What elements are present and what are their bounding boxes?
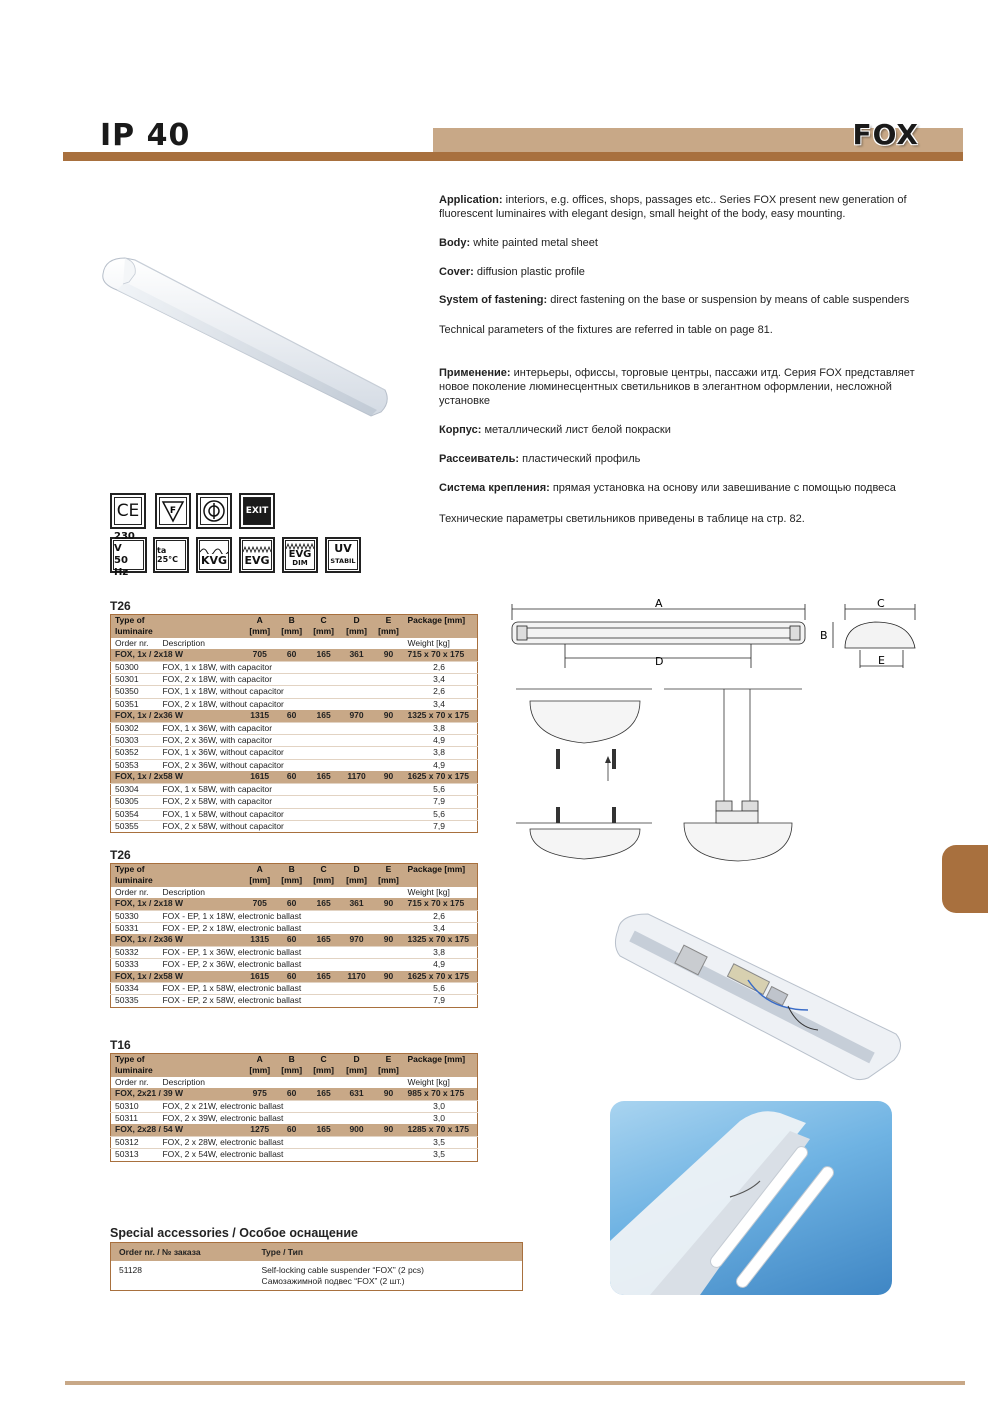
table-row [111,674,478,686]
item-weight: 3,4 [403,923,477,935]
item-weight: 3,8 [403,747,477,759]
dim-c: 165 [308,898,340,910]
dim-e: 90 [374,649,404,661]
svg-text:E: E [878,654,885,667]
package-size: 985 x 70 x 175 [403,1088,477,1100]
product-table [110,863,478,1008]
table-t16 [110,1038,478,1162]
uv-stabil-icon: UV STABIL [325,537,361,573]
item-weight: 2,6 [403,686,477,698]
col-a: A [244,864,276,876]
unit-mm: [mm] [340,875,374,886]
col-description: Description [158,887,403,898]
group-name: FOX, 1x / 2x18 W [111,649,244,661]
desc-application: Application: interiors, e.g. offices, shops, passages etc.. Series FOX present new generation of fluorescent luminaires with elegant design, small height of the body, easy mounting. [439,194,907,220]
unit-mm: [mm] [340,1065,374,1076]
col-b: B [276,864,308,876]
evg-icon: EVG [239,537,275,573]
package-size: 1285 x 70 x 175 [403,1124,477,1136]
order-nr: 50301 [111,674,159,686]
dim-d: 361 [340,649,374,661]
item-weight: 2,6 [403,910,477,922]
desc-cover: Cover: diffusion plastic profile [439,266,585,278]
accessories-title: Special accessories / Особое оснащение [110,1226,358,1240]
item-description: FOX, 2 x 58W, with capacitor [158,796,403,808]
dim-b: 60 [276,1088,308,1100]
col-type-2: luminaire [111,626,159,637]
order-nr: 50333 [111,959,159,971]
table-header-row [111,864,478,876]
table-group-row [111,934,478,946]
table-row [111,661,478,673]
desc-tech-note: Technical parameters of the fixtures are referred in table on page 81. [439,324,773,336]
item-description: FOX, 1 x 18W, with capacitor [158,661,403,673]
desc-body: Body: white painted metal sheet [439,237,598,249]
desc-ru-fastening: Система крепления: прямая установка на основу или завешивание с помощью подвеса [439,482,896,494]
order-nr: 50303 [111,735,159,747]
col-type: Type of [111,1054,159,1066]
accessories-table [110,1242,523,1291]
table-row [111,747,478,759]
order-nr: 50313 [111,1149,159,1161]
item-weight: 3,5 [403,1136,477,1148]
side-tab [942,845,988,913]
table-group-row [111,971,478,983]
table-subheader-row [111,1077,478,1088]
desc-ru-application: Применение: интерьеры, офиссы, торговые центры, пассажи итд. Серия FOX представляет новое поколение люминесцентных светильников в элегантном оформлении, несложной установке [439,367,915,407]
item-description: FOX, 1 x 58W, without capacitor [158,808,403,820]
unit-mm: [mm] [308,626,340,637]
col-d: D [340,1054,374,1066]
col-type: Type of [111,615,159,627]
dim-b: 60 [276,649,308,661]
accessory-type: Self-locking cable suspender “FOX” (2 pcs) Самозажимной подвес “FOX” (2 шт.) [261,1264,425,1286]
table-header-row [111,615,478,627]
table-row [111,759,478,771]
table-title: T26 [110,599,131,613]
order-nr: 50300 [111,661,159,673]
table-row [111,923,478,935]
package-size: 1625 x 70 x 175 [403,971,477,983]
item-description: FOX - EP, 1 x 18W, electronic ballast [158,910,403,922]
col-package: Package [mm] [403,1054,477,1066]
accessories-row [111,1261,523,1291]
col-weight: Weight [kg] [403,887,477,898]
unit-mm: [mm] [374,875,404,886]
order-nr: 50305 [111,796,159,808]
col-a: A [244,615,276,627]
item-weight: 3,8 [403,946,477,958]
exit-icon: EXIT [239,493,275,529]
col-package: Package [mm] [403,615,477,627]
col-e: E [374,615,404,627]
item-weight: 2,6 [403,661,477,673]
dim-a: 1275 [244,1124,276,1136]
kvg-icon: KVG [196,537,232,573]
table-row [111,735,478,747]
table-row [111,698,478,710]
col-e: E [374,864,404,876]
page-title: IP 40 [100,118,191,153]
order-nr: 50310 [111,1100,159,1112]
col-b: B [276,615,308,627]
table-row [111,910,478,922]
item-description: FOX, 2 x 36W, with capacitor [158,735,403,747]
item-description: FOX, 1 x 36W, without capacitor [158,747,403,759]
col-type: Type / Тип [254,1243,523,1261]
footer-band [65,1381,965,1385]
col-d: D [340,864,374,876]
voltage-icon: 230 V 50 Hz [110,537,147,573]
order-nr: 50312 [111,1136,159,1148]
item-weight: 3,4 [403,674,477,686]
dim-d: 970 [340,934,374,946]
item-weight: 3,5 [403,1149,477,1161]
dim-b: 60 [276,898,308,910]
table-title: T16 [110,1038,131,1052]
installed-luminaire-photo [610,1101,892,1295]
item-description: FOX - EP, 2 x 58W, electronic ballast [158,995,403,1007]
svg-text:D: D [655,655,664,668]
table-row [111,686,478,698]
col-c: C [308,864,340,876]
svg-text:B: B [820,629,828,642]
package-size: 1325 x 70 x 175 [403,710,477,722]
luminaire-image [95,252,395,422]
col-package: Package [mm] [403,864,477,876]
package-size: 715 x 70 x 175 [403,898,477,910]
dim-c: 165 [308,1124,340,1136]
item-weight: 5,6 [403,783,477,795]
dim-b: 60 [276,710,308,722]
dim-d: 900 [340,1124,374,1136]
unit-mm: [mm] [244,875,276,886]
temperature-icon: ta 25°C [153,537,189,573]
table-header-row [111,1054,478,1066]
col-order: Order nr. / № заказа [111,1243,254,1261]
dim-c: 165 [308,710,340,722]
table-row [111,1136,478,1148]
item-description: FOX, 2 x 21W, electronic ballast [158,1100,403,1112]
item-description: FOX - EP, 2 x 18W, electronic ballast [158,923,403,935]
dim-d: 1170 [340,771,374,783]
col-order: Order nr. [111,638,159,649]
item-weight: 3,0 [403,1100,477,1112]
dim-a: 1615 [244,971,276,983]
col-description: Description [158,1077,403,1088]
table-row [111,959,478,971]
dim-a: 975 [244,1088,276,1100]
table-subheader-row [111,887,478,898]
product-table [110,614,478,833]
desc-ru-cover: Рассеиватель: пластический профиль [439,453,641,465]
group-name: FOX, 1x / 2x58 W [111,971,244,983]
table-row [111,722,478,734]
dim-c: 165 [308,971,340,983]
table-title: T26 [110,848,131,862]
unit-mm: [mm] [276,875,308,886]
unit-mm: [mm] [276,1065,308,1076]
dim-e: 90 [374,934,404,946]
group-name: FOX, 1x / 2x18 W [111,898,244,910]
group-name: FOX, 1x / 2x36 W [111,710,244,722]
dim-a: 1315 [244,934,276,946]
dim-b: 60 [276,1124,308,1136]
item-description: FOX, 2 x 18W, without capacitor [158,698,403,710]
table-row [111,808,478,820]
order-nr: 50332 [111,946,159,958]
package-size: 715 x 70 x 175 [403,649,477,661]
item-description: FOX, 1 x 18W, without capacitor [158,686,403,698]
item-description: FOX, 2 x 58W, without capacitor [158,820,403,832]
item-weight: 5,6 [403,983,477,995]
table-row [111,1113,478,1125]
dim-c: 165 [308,934,340,946]
unit-mm: [mm] [244,626,276,637]
dim-e: 90 [374,771,404,783]
item-weight: 7,9 [403,820,477,832]
table-row [111,783,478,795]
svg-text:C: C [877,598,885,610]
order-nr: 50351 [111,698,159,710]
table-row [111,820,478,832]
col-c: C [308,1054,340,1066]
table-group-row [111,1088,478,1100]
table-group-row [111,771,478,783]
table-group-row [111,898,478,910]
table-header-row [111,1065,478,1076]
item-weight: 3,4 [403,698,477,710]
item-weight: 5,6 [403,808,477,820]
item-weight: 4,9 [403,735,477,747]
dim-d: 631 [340,1088,374,1100]
package-size: 1625 x 70 x 175 [403,771,477,783]
header-band-dark [63,152,963,161]
dim-a: 1315 [244,710,276,722]
protection-class-icon [196,493,232,529]
dim-a: 705 [244,898,276,910]
group-name: FOX, 1x / 2x58 W [111,771,244,783]
order-nr: 50304 [111,783,159,795]
table-row [111,995,478,1007]
mounting-diagram [512,683,802,863]
accessory-order-nr: 51128 [119,1264,143,1275]
item-description: FOX, 2 x 18W, with capacitor [158,674,403,686]
evg-dim-icon: EVG DIM [282,537,318,573]
order-nr: 50334 [111,983,159,995]
order-nr: 50335 [111,995,159,1007]
accessories-header-row [111,1243,523,1261]
col-type-2: luminaire [111,1065,159,1076]
svg-text:A: A [655,598,663,610]
dim-e: 90 [374,1124,404,1136]
item-weight: 4,9 [403,759,477,771]
item-description: FOX - EP, 2 x 36W, electronic ballast [158,959,403,971]
item-weight: 3,8 [403,722,477,734]
table-row [111,1149,478,1161]
table-header-row [111,875,478,886]
table-t26-electronic [110,848,478,1008]
table-row [111,796,478,808]
dim-e: 90 [374,898,404,910]
product-table [110,1053,478,1162]
dim-d: 1170 [340,971,374,983]
dim-a: 705 [244,649,276,661]
item-weight: 7,9 [403,796,477,808]
col-weight: Weight [kg] [403,1077,477,1088]
unit-mm: [mm] [308,1065,340,1076]
open-luminaire-photo [608,910,908,1085]
unit-mm: [mm] [340,626,374,637]
order-nr: 50330 [111,910,159,922]
unit-mm: [mm] [276,626,308,637]
table-row [111,983,478,995]
desc-ru-body: Корпус: металлический лист белой покраски [439,424,671,436]
dim-d: 970 [340,710,374,722]
package-size: 1325 x 70 x 175 [403,934,477,946]
group-name: FOX, 2x28 / 54 W [111,1124,244,1136]
item-description: FOX - EP, 1 x 58W, electronic ballast [158,983,403,995]
item-description: FOX, 2 x 28W, electronic ballast [158,1136,403,1148]
item-weight: 4,9 [403,959,477,971]
item-description: FOX, 1 x 36W, with capacitor [158,722,403,734]
col-order: Order nr. [111,887,159,898]
dim-d: 361 [340,898,374,910]
ce-mark-icon: CE [110,493,146,529]
order-nr: 50331 [111,923,159,935]
col-e: E [374,1054,404,1066]
unit-mm: [mm] [374,1065,404,1076]
order-nr: 50302 [111,722,159,734]
item-description: FOX, 2 x 39W, electronic ballast [158,1113,403,1125]
item-weight: 7,9 [403,995,477,1007]
dim-b: 60 [276,934,308,946]
dim-c: 165 [308,649,340,661]
order-nr: 50355 [111,820,159,832]
dimension-diagram [505,598,925,678]
table-header-row [111,626,478,637]
item-description: FOX - EP, 1 x 36W, electronic ballast [158,946,403,958]
order-nr: 50352 [111,747,159,759]
col-weight: Weight [kg] [403,638,477,649]
item-description: FOX, 2 x 36W, without capacitor [158,759,403,771]
col-c: C [308,615,340,627]
item-description: FOX, 1 x 58W, with capacitor [158,783,403,795]
dim-b: 60 [276,971,308,983]
table-group-row [111,649,478,661]
table-t26-ballast [110,599,478,833]
order-nr: 50354 [111,808,159,820]
dim-c: 165 [308,771,340,783]
unit-mm: [mm] [374,626,404,637]
item-description: FOX, 2 x 54W, electronic ballast [158,1149,403,1161]
group-name: FOX, 2x21 / 39 W [111,1088,244,1100]
table-group-row [111,1124,478,1136]
desc-ru-tech-note: Технические параметры светильников приведены в таблице на стр. 82. [439,513,805,525]
order-nr: 50311 [111,1113,159,1125]
unit-mm: [mm] [308,875,340,886]
order-nr: 50350 [111,686,159,698]
dim-a: 1615 [244,771,276,783]
col-b: B [276,1054,308,1066]
table-row [111,1100,478,1112]
order-nr: 50353 [111,759,159,771]
col-type: Type of [111,864,159,876]
item-weight: 3,0 [403,1113,477,1125]
col-order: Order nr. [111,1077,159,1088]
dim-e: 90 [374,1088,404,1100]
table-group-row [111,710,478,722]
col-d: D [340,615,374,627]
svg-text:F: F [169,506,177,516]
desc-fastening: System of fastening: direct fastening on the base or suspension by means of cable suspenders [439,294,910,306]
dim-c: 165 [308,1088,340,1100]
col-type-2: luminaire [111,875,159,886]
dim-e: 90 [374,971,404,983]
f-mark-icon [155,493,191,529]
dim-e: 90 [374,710,404,722]
table-row [111,946,478,958]
group-name: FOX, 1x / 2x36 W [111,934,244,946]
unit-mm: [mm] [244,1065,276,1076]
brand-name: FOX [852,118,919,151]
col-description: Description [158,638,403,649]
dim-b: 60 [276,771,308,783]
table-subheader-row [111,638,478,649]
col-a: A [244,1054,276,1066]
